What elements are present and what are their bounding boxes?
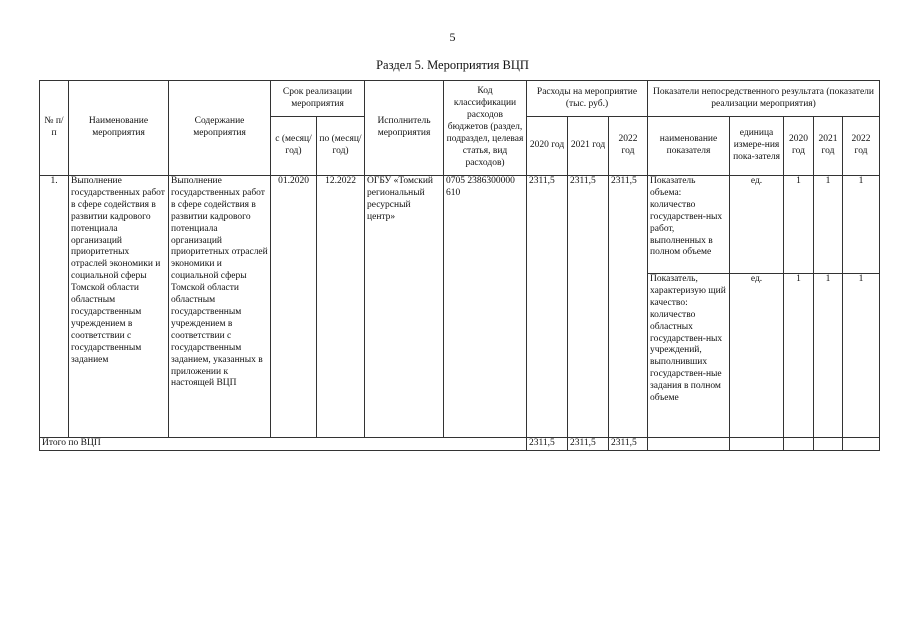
total-empty-cell (784, 438, 814, 451)
header-exp-2022: 2022 год (609, 117, 648, 176)
header-ind-2022: 2022 год (843, 117, 880, 176)
row-executor: ОГБУ «Томский региональный ресурсный центр» (365, 176, 444, 438)
indicator-unit: ед. (730, 274, 784, 438)
section-title: Раздел 5. Мероприятия ВЦП (376, 58, 529, 72)
header-expenses: Расходы на мероприятие (тыс. руб.) (527, 81, 648, 117)
header-code: Код классификации расходов бюджетов (раздел, подраздел, целевая статья, вид расходов) (444, 81, 527, 176)
total-exp-2022: 2311,5 (609, 438, 648, 451)
total-label: Итого по ВЦП (40, 438, 527, 451)
row-exp-2020: 2311,5 (527, 176, 568, 438)
indicator-unit: ед. (730, 176, 784, 274)
header-period-from: с (месяц/ год) (271, 117, 317, 176)
indicator-2021: 1 (814, 274, 843, 438)
total-row (40, 438, 880, 451)
indicator-2021: 1 (814, 176, 843, 274)
row-name: Выполнение государственных работ в сфере содействия в развитии кадрового потенциала организаций приоритетных отраслей экономики и социальной сферы Томской области областным государственным учреждением в соответствии с государственным заданием (69, 176, 169, 438)
header-indicators: Показатели непосредственного результата (показатели реализации мероприятия) (648, 81, 880, 117)
page-number: 5 (449, 30, 456, 44)
header-content: Содержание мероприятия (169, 81, 271, 176)
indicator-2020: 1 (784, 176, 814, 274)
table-row (40, 176, 880, 274)
header-ind-name: наименование показателя (648, 117, 730, 176)
header-num: № п/п (40, 81, 69, 176)
header-ind-2020: 2020 год (784, 117, 814, 176)
indicator-2022: 1 (843, 176, 880, 274)
total-empty-cell (730, 438, 784, 451)
header-exp-2021: 2021 год (568, 117, 609, 176)
header-ind-2021: 2021 год (814, 117, 843, 176)
header-ind-unit: единица измере-ния пока-зателя (730, 117, 784, 176)
indicator-2022: 1 (843, 274, 880, 438)
row-content: Выполнение государственных работ в сфере содействия в развитии кадрового потенциала организаций приоритетных отраслей экономики и социальной сферы Томской области областным государственным учреждением в соответствии с государственным заданием, указанных в приложении к настоящей ВЦП (169, 176, 271, 438)
row-period-to: 12.2022 (317, 176, 365, 438)
header-period: Срок реализации мероприятия (271, 81, 365, 117)
row-period-from: 01.2020 (271, 176, 317, 438)
header-name: Наименование мероприятия (69, 81, 169, 176)
indicator-name: Показатель объема: количество государствен-ных работ, выполненных в полном объеме (648, 176, 730, 274)
row-exp-2022: 2311,5 (609, 176, 648, 438)
header-period-to: по (месяц/ год) (317, 117, 365, 176)
total-exp-2020: 2311,5 (527, 438, 568, 451)
header-executor: Исполнитель мероприятия (365, 81, 444, 176)
row-exp-2021: 2311,5 (568, 176, 609, 438)
row-num: 1. (40, 176, 69, 438)
row-code: 0705 2386300000 610 (444, 176, 527, 438)
total-empty-cell (814, 438, 843, 451)
total-empty-cell (648, 438, 730, 451)
indicator-name: Показатель, характеризую щий качество: количество областных государствен-ных учреждений, выполнивших государствен-ные задания в полном объеме (648, 274, 730, 438)
activities-table (39, 80, 880, 451)
total-empty-cell (843, 438, 880, 451)
header-exp-2020: 2020 год (527, 117, 568, 176)
indicator-2020: 1 (784, 274, 814, 438)
total-exp-2021: 2311,5 (568, 438, 609, 451)
